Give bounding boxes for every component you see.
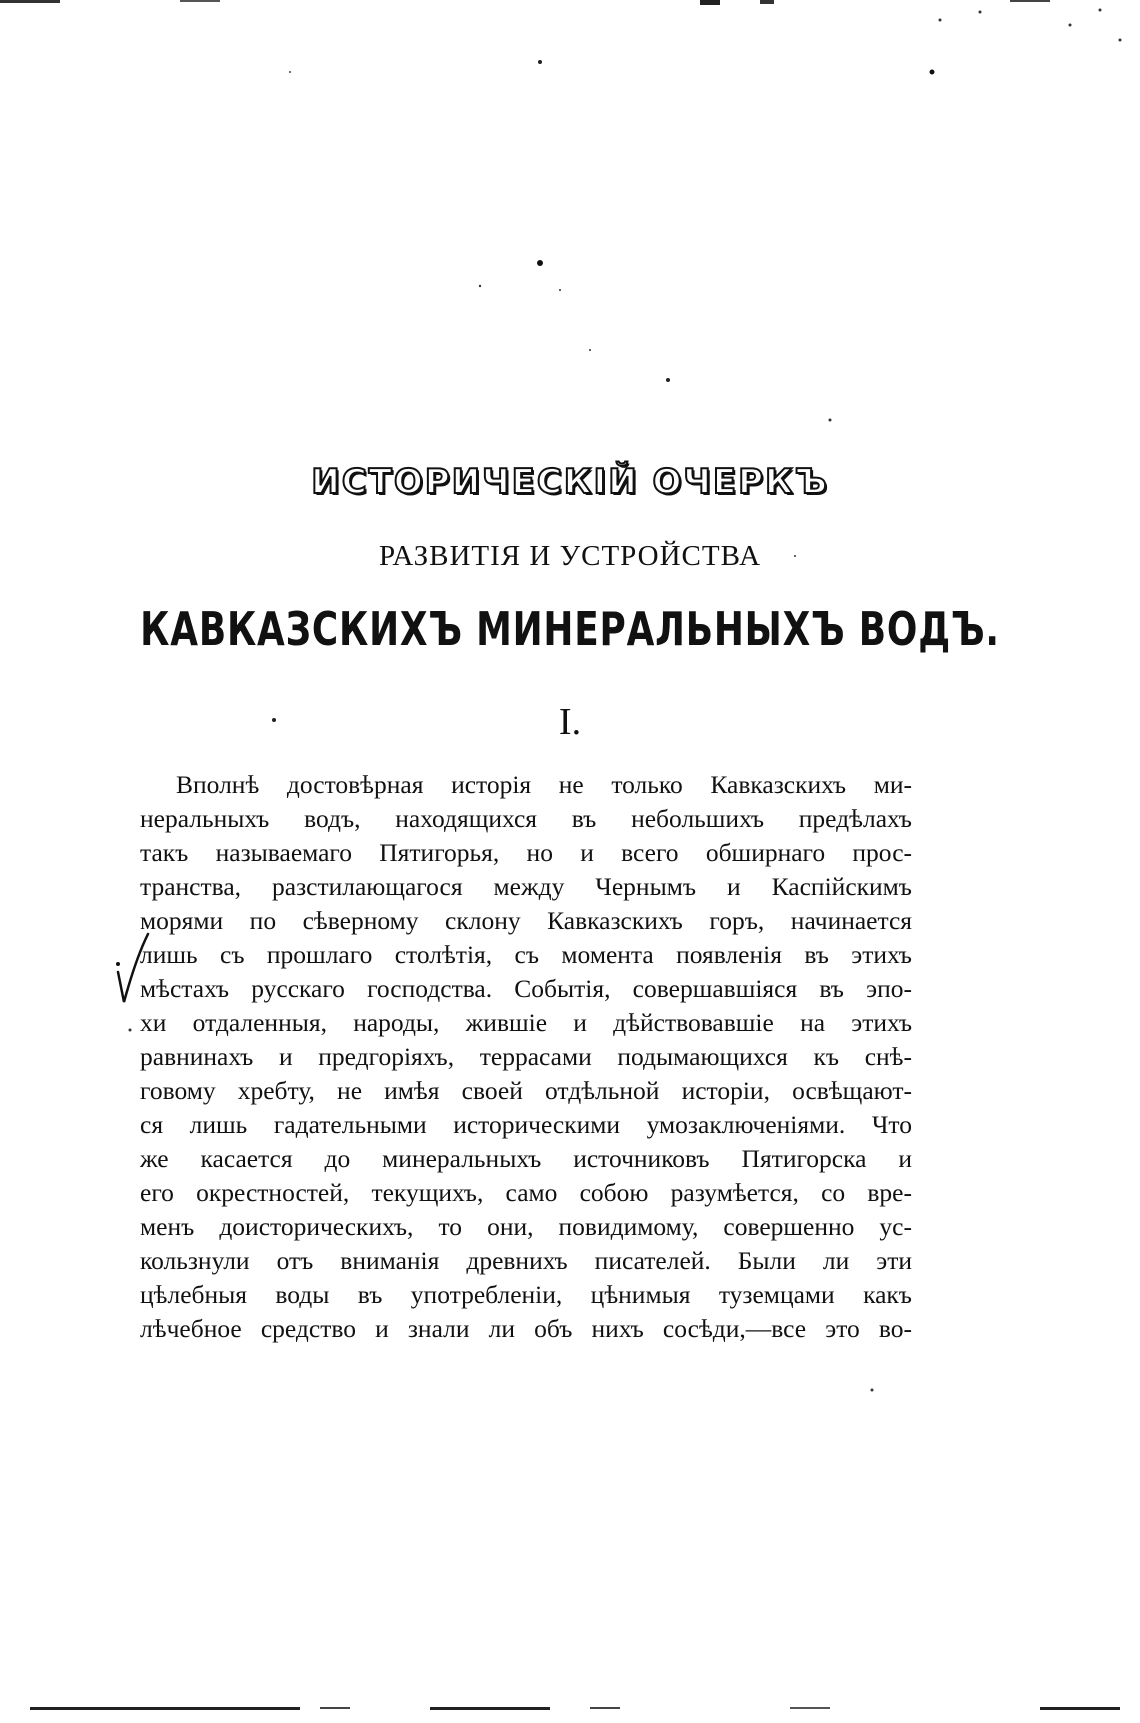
subtitle: РАЗВИТІЯ И УСТРОЙСТВА (378, 540, 762, 572)
section-number: I. (558, 701, 582, 743)
text-line: морями по сѣверному склону Кавказскихъ горъ, начинается (140, 906, 912, 935)
text-line: же касается до минеральныхъ источниковъ Пятигорска и (140, 1144, 912, 1173)
text-line: лишь съ прошлаго столѣтія, съ момента появленія въ этихъ (140, 940, 912, 969)
text-line: ся лишь гадательными историческими умозаключеніями. Что (140, 1110, 912, 1139)
decorative-title: ИСТОРИЧЕСКІЙ ОЧЕРКЪ (311, 462, 829, 502)
text-line: хи отдаленныя, народы, жившіе и дѣйствовавшіе на этихъ (140, 1008, 912, 1037)
text-line: менъ доисторическихъ, то они, повидимому, совершенно ус- (140, 1212, 912, 1241)
body-paragraph (140, 768, 912, 1346)
text-line: его окрестностей, текущихъ, само собою разумѣется, со вре- (140, 1178, 912, 1207)
text-line: такъ называемаго Пятигорья, но и всего обширнаго прос- (140, 838, 912, 867)
scan-noise-bottom (30, 1706, 1120, 1712)
text-line: цѣлебныя воды въ употребленіи, цѣнимыя туземцами какъ (140, 1280, 912, 1309)
text-line: мѣстахъ русскаго господства. Событія, совершавшіяся въ эпо- (140, 974, 912, 1003)
text-line: говому хребту, не имѣя своей отдѣльной исторіи, освѣщают- (140, 1076, 912, 1105)
main-title: КАВКАЗСКИХЪ МИНЕРАЛЬНЫХЪ ВОДЪ. (140, 602, 1000, 656)
text-line: кользнули отъ вниманія древнихъ писателей. Были ли эти (140, 1246, 912, 1275)
text-line: неральныхъ водъ, находящихся въ небольшихъ предѣлахъ (140, 804, 912, 833)
text-line: равнинахъ и предгоріяхъ, террасами подымающихся къ снѣ- (140, 1042, 912, 1071)
text-line: лѣчебное средство и знали ли объ нихъ сосѣди,—все это во- (140, 1314, 912, 1343)
text-line: транства, разстилающагося между Чернымъ и Каспійскимъ (140, 872, 912, 901)
text-line: Вполнѣ достовѣрная исторія не только Кавказскихъ ми- (176, 770, 912, 799)
